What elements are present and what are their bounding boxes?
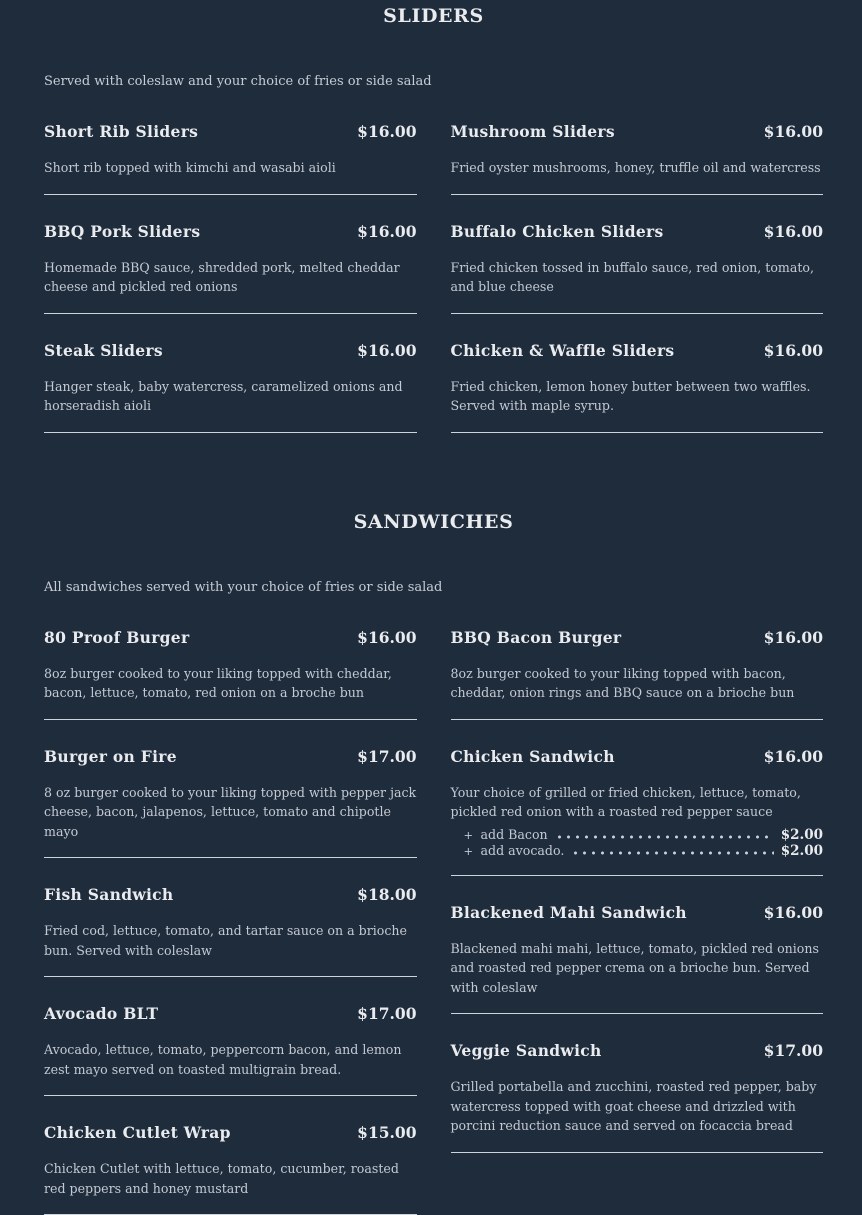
menu-item-description: Grilled portabella and zucchini, roasted red pepper, baby watercress topped with goat cheese and drizzled with porcini reduction sauce and served on focaccia bread <box>451 1077 824 1136</box>
menu-item-name: 80 Proof Burger <box>44 629 189 647</box>
menu-item-description: Avocado, lettuce, tomato, peppercorn bacon, and lemon zest mayo served on toasted multigrain bread. <box>44 1040 417 1079</box>
addon-label: add Bacon <box>481 827 548 843</box>
menu-sections <box>44 5 823 1215</box>
menu-item-header <box>451 748 824 766</box>
menu-item-description: Fried oyster mushrooms, honey, truffle oil and watercress <box>451 158 824 178</box>
menu-item-addon <box>451 843 824 859</box>
menu-item <box>451 1014 824 1153</box>
menu-item-header <box>451 1042 824 1060</box>
menu-item-price: $16.00 <box>764 223 823 241</box>
addon-price: $2.00 <box>781 827 823 843</box>
menu-item-description: 8oz burger cooked to your liking topped with bacon, cheddar, onion rings and BBQ sauce on a brioche bun <box>451 664 824 703</box>
menu-item <box>451 95 824 195</box>
menu-item-name: Mushroom Sliders <box>451 123 615 141</box>
menu-item-header <box>44 748 417 766</box>
menu-item-description: Your choice of grilled or fried chicken, lettuce, tomato, pickled red onion with a roasted red pepper sauce <box>451 783 824 822</box>
menu-item-header <box>44 629 417 647</box>
menu-item-description: Fried chicken tossed in buffalo sauce, red onion, tomato, and blue cheese <box>451 258 824 297</box>
menu-item-addon <box>451 827 824 843</box>
menu-item <box>44 858 417 977</box>
menu-item-price: $17.00 <box>357 1005 416 1023</box>
menu-section <box>44 511 823 1215</box>
menu-item-name: Avocado BLT <box>44 1005 158 1023</box>
addon-label: add avocado. <box>481 843 565 859</box>
menu-item-header <box>44 123 417 141</box>
menu-item <box>44 314 417 433</box>
menu-item-header <box>451 342 824 360</box>
menu-item-price: $16.00 <box>357 123 416 141</box>
menu-item-description: Fried chicken, lemon honey butter between two waffles. Served with maple syrup. <box>451 377 824 416</box>
menu-item-name: Chicken Cutlet Wrap <box>44 1124 231 1142</box>
menu-item-price: $16.00 <box>357 342 416 360</box>
menu-item-description: Fried cod, lettuce, tomato, and tartar sauce on a brioche bun. Served with coleslaw <box>44 921 417 960</box>
menu-item <box>451 601 824 720</box>
menu-item <box>44 195 417 314</box>
section-note: All sandwiches served with your choice of fries or side salad <box>44 579 823 597</box>
menu-item-header <box>44 1005 417 1023</box>
menu-item-name: Short Rib Sliders <box>44 123 198 141</box>
menu-item <box>451 876 824 1015</box>
menu-column-left <box>44 95 417 433</box>
menu-item-header <box>451 223 824 241</box>
menu-item-name: Fish Sandwich <box>44 886 173 904</box>
menu-item <box>451 314 824 433</box>
item-divider <box>451 432 824 433</box>
section-note: Served with coleslaw and your choice of fries or side salad <box>44 73 823 91</box>
menu-item-price: $17.00 <box>357 748 416 766</box>
menu-item-header <box>44 1124 417 1142</box>
plus-icon: + <box>464 843 481 859</box>
menu-item-name: Veggie Sandwich <box>451 1042 602 1060</box>
menu-item-header <box>451 123 824 141</box>
menu-item-name: BBQ Pork Sliders <box>44 223 200 241</box>
menu-item-header <box>451 904 824 922</box>
menu-item-price: $16.00 <box>764 748 823 766</box>
menu-item-description: Hanger steak, baby watercress, caramelized onions and horseradish aioli <box>44 377 417 416</box>
dotted-leader <box>555 834 774 840</box>
menu-column-right <box>451 95 824 433</box>
menu-item-addons <box>451 827 824 859</box>
menu-item-description: Chicken Cutlet with lettuce, tomato, cucumber, roasted red peppers and honey mustard <box>44 1159 417 1198</box>
menu-item-price: $17.00 <box>764 1042 823 1060</box>
menu-item-description: 8oz burger cooked to your liking topped with cheddar, bacon, lettuce, tomato, red onion on a broche bun <box>44 664 417 703</box>
menu-column-right <box>451 601 824 1153</box>
menu-item-header <box>44 886 417 904</box>
menu-item <box>44 1096 417 1215</box>
menu-item <box>451 195 824 314</box>
section-columns <box>44 95 823 433</box>
menu-column-left <box>44 601 417 1215</box>
item-divider <box>451 1152 824 1153</box>
menu-item-price: $16.00 <box>764 342 823 360</box>
menu-section <box>44 5 823 433</box>
menu-item-price: $16.00 <box>764 629 823 647</box>
menu-item-name: Steak Sliders <box>44 342 163 360</box>
dotted-leader <box>571 850 773 856</box>
section-title: SLIDERS <box>44 5 823 28</box>
section-columns <box>44 601 823 1215</box>
menu-item <box>44 977 417 1096</box>
menu-item-name: Chicken & Waffle Sliders <box>451 342 675 360</box>
menu-item-header <box>44 342 417 360</box>
menu-item <box>44 601 417 720</box>
menu-item-name: Buffalo Chicken Sliders <box>451 223 664 241</box>
menu-item <box>451 720 824 876</box>
menu-item-name: BBQ Bacon Burger <box>451 629 622 647</box>
menu-item-price: $16.00 <box>764 904 823 922</box>
menu-item-description: Blackened mahi mahi, lettuce, tomato, pickled red onions and roasted red pepper crema on a brioche bun. Served with coleslaw <box>451 939 824 998</box>
plus-icon: + <box>464 827 481 843</box>
item-divider <box>44 432 417 433</box>
menu-item-header <box>451 629 824 647</box>
menu-item-price: $16.00 <box>764 123 823 141</box>
menu-item <box>44 95 417 195</box>
menu-item-description: Homemade BBQ sauce, shredded pork, melted cheddar cheese and pickled red onions <box>44 258 417 297</box>
menu-item-price: $18.00 <box>357 886 416 904</box>
menu-item-price: $15.00 <box>357 1124 416 1142</box>
addon-price: $2.00 <box>781 843 823 859</box>
menu-item-name: Burger on Fire <box>44 748 177 766</box>
menu-item-header <box>44 223 417 241</box>
menu-item-description: Short rib topped with kimchi and wasabi aioli <box>44 158 417 178</box>
menu-item-description: 8 oz burger cooked to your liking topped with pepper jack cheese, bacon, jalapenos, lettuce, tomato and chipotle mayo <box>44 783 417 842</box>
menu-item-name: Blackened Mahi Sandwich <box>451 904 687 922</box>
menu-item-name: Chicken Sandwich <box>451 748 615 766</box>
section-title: SANDWICHES <box>44 511 823 534</box>
menu-item <box>44 720 417 859</box>
menu-item-price: $16.00 <box>357 223 416 241</box>
menu-item-price: $16.00 <box>357 629 416 647</box>
